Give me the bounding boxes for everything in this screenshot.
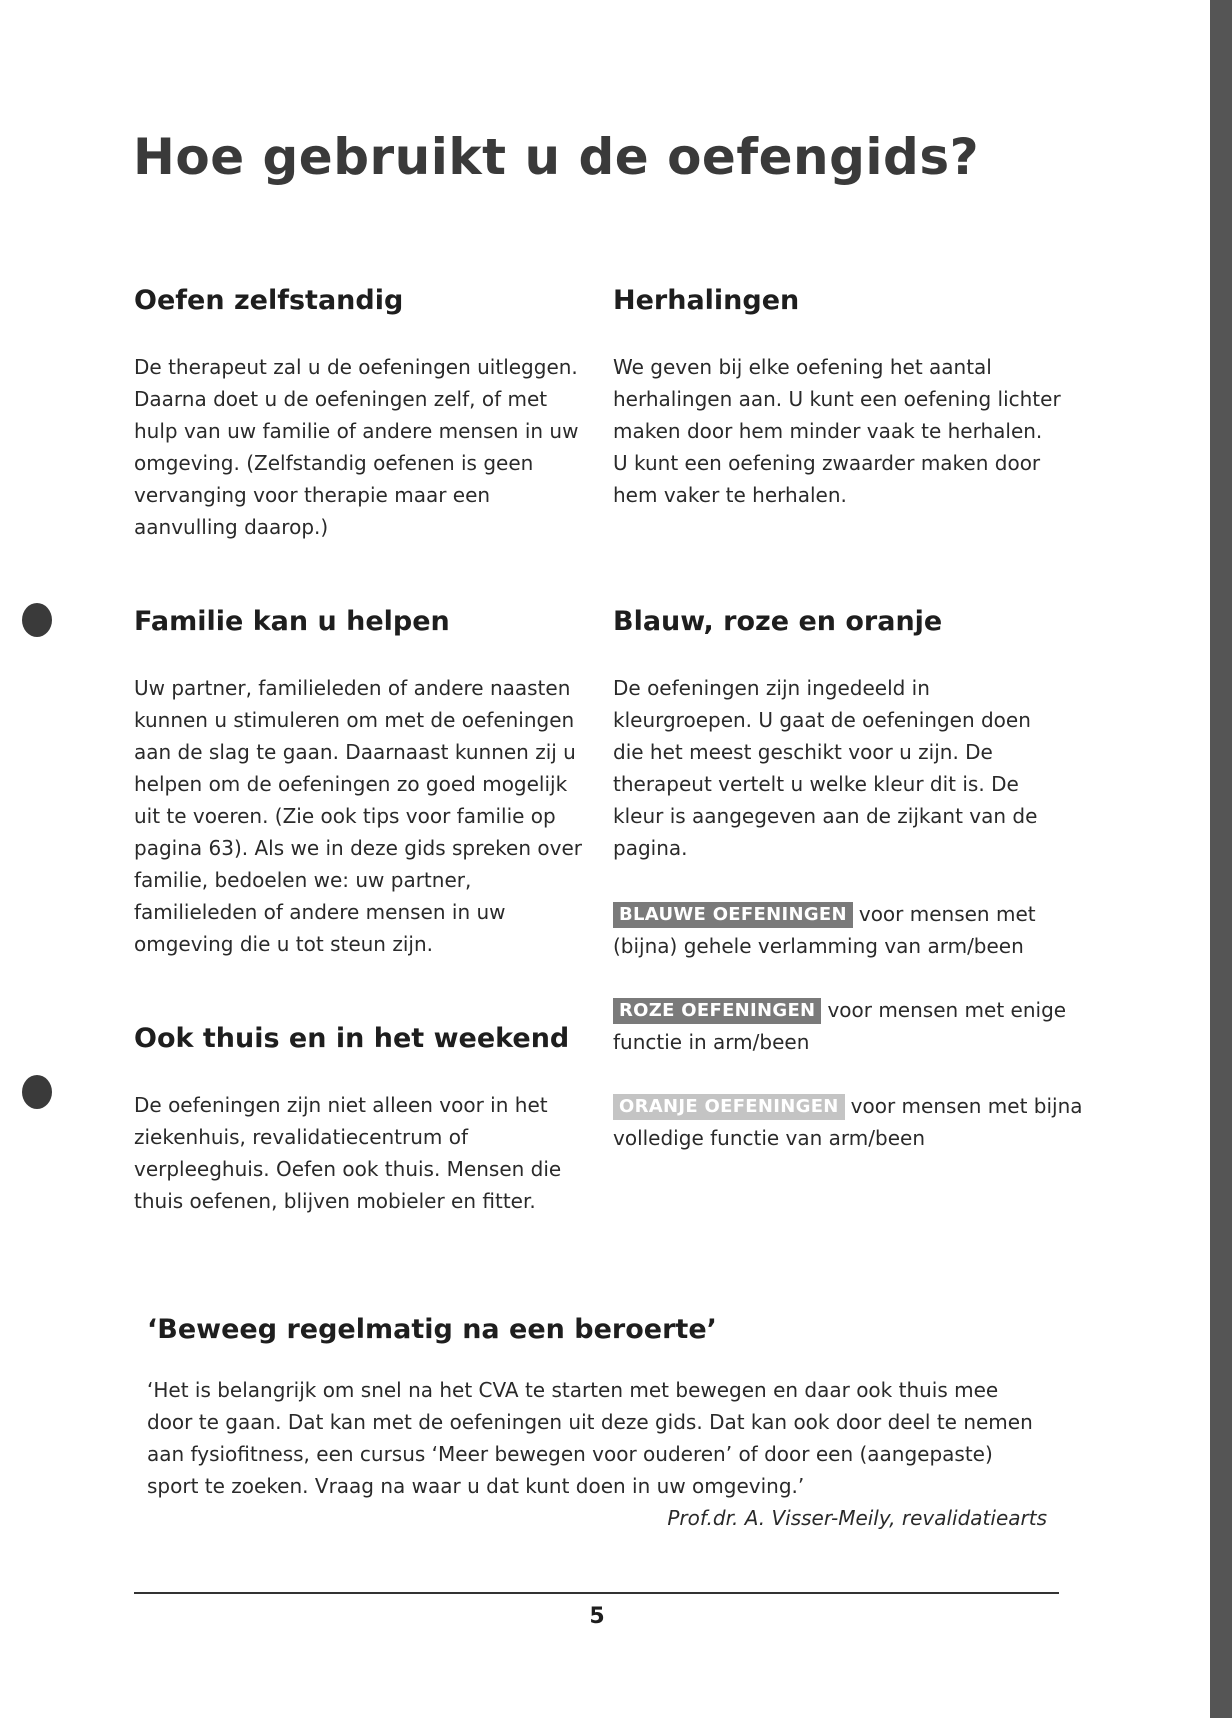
section-body: Uw partner, familieleden of andere naasten kunnen u stimuleren om met de oefeningen aan de slag te gaan. Daarnaast kunnen zij u helpen om de oefeningen zo goed mogelijk uit te voeren. (Zie ook tips voor familie op pagina 63). Als we in deze gids spreken over familie, bedoelen we: uw partner, familieleden of andere mensen in uw omgeving die u tot steun zijn. (134, 676, 582, 956)
color-group-text: voor mensen met bijna volledige functie van arm/been (613, 1094, 1083, 1150)
quote-author: Prof.dr. A. Visser-Meily, revalidatiearts (667, 1506, 1047, 1530)
section-oefen-zelfstandig (134, 283, 584, 543)
color-group-roze (613, 994, 1083, 1058)
section-body: De oefeningen zijn niet alleen voor in het ziekenhuis, revalidatiecentrum of verpleeghuis. Oefen ook thuis. Mensen die thuis oefenen, blijven mobieler en fitter. (134, 1093, 562, 1213)
color-group-blauw (613, 898, 1083, 962)
footer-divider (134, 1592, 1059, 1594)
section-heading: Familie kan u helpen (134, 606, 450, 637)
section-heading: Blauw, roze en oranje (613, 606, 943, 637)
punch-hole (22, 1075, 52, 1109)
color-group-label: ROZE OEFENINGEN (613, 998, 821, 1024)
punch-hole (22, 603, 52, 637)
section-kleuren (613, 604, 1063, 864)
section-body: We geven bij elke oefening het aantal herhalingen aan. U kunt een oefening lichter maken door hem minder vaak te herhalen. U kunt een oefening zwaarder maken door hem vaker te herhalen. (613, 355, 1061, 507)
quote-heading: ‘Beweeg regelmatig na een beroerte’ (147, 1314, 717, 1345)
section-body: De therapeut zal u de oefeningen uitleggen. Daarna doet u de oefeningen zelf, of met hulp van uw familie of andere mensen in uw omgeving. (Zelfstandig oefenen is geen vervanging voor therapie maar een aanvulling daarop.) (134, 355, 579, 539)
color-group-oranje (613, 1090, 1083, 1154)
section-thuis (134, 1021, 584, 1217)
color-group-label: ORANJE OEFENINGEN (613, 1094, 845, 1120)
color-group-text: voor mensen met (bijna) gehele verlamming van arm/been (613, 902, 1036, 958)
section-familie (134, 604, 584, 960)
section-herhalingen (613, 283, 1063, 511)
section-heading: Oefen zelfstandig (134, 285, 404, 316)
page-number: 5 (589, 1604, 605, 1629)
color-group-label: BLAUWE OEFENINGEN (613, 902, 853, 928)
section-body: De oefeningen zijn ingedeeld in kleurgroepen. U gaat de oefeningen doen die het meest geschikt voor u zijn. De therapeut vertelt u welke kleur dit is. De kleur is aangegeven aan de zijkant van de pagina. (613, 676, 1038, 860)
color-group-text: voor mensen met enige functie in arm/been (613, 998, 1067, 1054)
quote-block (147, 1312, 1047, 1534)
section-heading: Herhalingen (613, 285, 800, 316)
scan-edge-bar (1210, 0, 1232, 1718)
page-title: Hoe gebruikt u de oefengids? (133, 128, 980, 186)
section-heading: Ook thuis en in het weekend (134, 1023, 570, 1054)
quote-body: ‘Het is belangrijk om snel na het CVA te starten met bewegen en daar ook thuis mee door te gaan. Dat kan met de oefeningen uit deze gids. Dat kan ook door deel te nemen aan fysiofitness, een cursus ‘Meer bewegen voor ouderen’ of door een (aangepaste) sport te zoeken. Vraag na waar u dat kunt doen in uw omgeving.’ (147, 1378, 1033, 1498)
